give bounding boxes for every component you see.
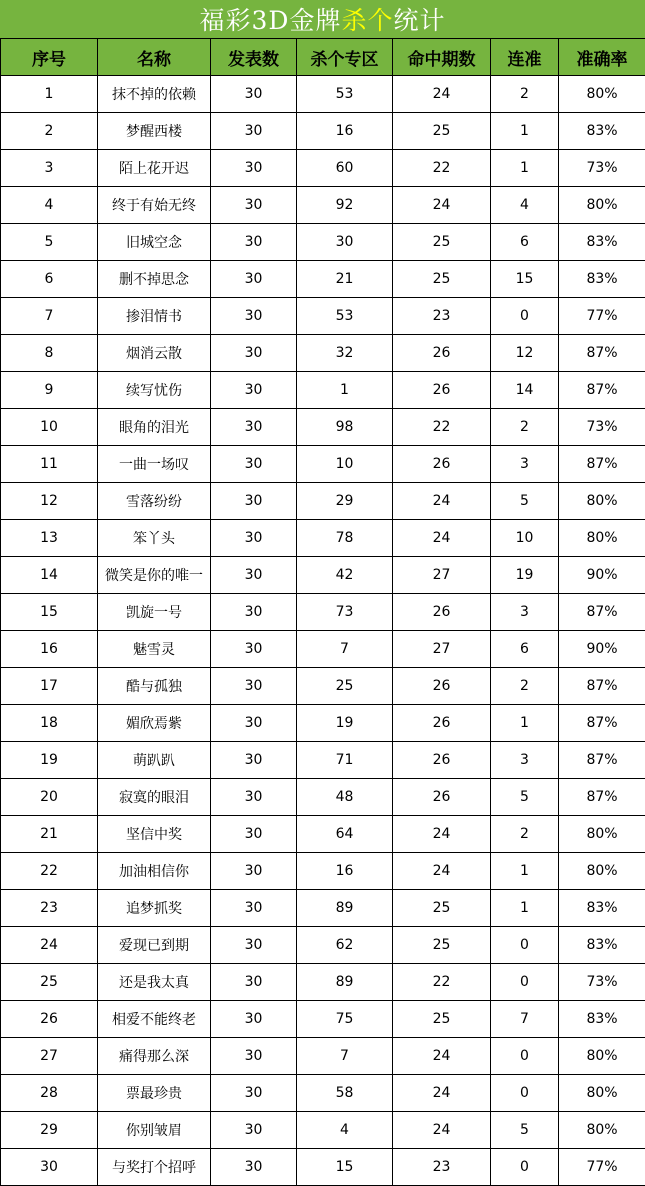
cell-name: 烟消云散: [98, 335, 211, 372]
table-row: [1, 261, 645, 298]
cell-hits: 24: [393, 853, 491, 890]
cell-kill-zone: 25: [297, 668, 393, 705]
header-accuracy: 准确率: [559, 39, 645, 76]
cell-accuracy: 90%: [559, 557, 645, 594]
cell-name: 追梦抓奖: [98, 890, 211, 927]
cell-index: 26: [1, 1001, 98, 1038]
cell-posts: 30: [211, 742, 297, 779]
cell-accuracy: 80%: [559, 1112, 645, 1149]
cell-streak: 3: [491, 742, 559, 779]
cell-streak: 19: [491, 557, 559, 594]
cell-name: 眼角的泪光: [98, 409, 211, 446]
cell-index: 18: [1, 705, 98, 742]
cell-index: 7: [1, 298, 98, 335]
cell-posts: 30: [211, 631, 297, 668]
table-row: [1, 409, 645, 446]
cell-accuracy: 73%: [559, 409, 645, 446]
table-row: [1, 594, 645, 631]
cell-name: 旧城空念: [98, 224, 211, 261]
cell-hits: 25: [393, 1001, 491, 1038]
cell-posts: 30: [211, 1149, 297, 1186]
cell-index: 10: [1, 409, 98, 446]
cell-kill-zone: 53: [297, 76, 393, 113]
cell-kill-zone: 89: [297, 890, 393, 927]
cell-kill-zone: 78: [297, 520, 393, 557]
table-row: [1, 1149, 645, 1186]
cell-hits: 24: [393, 187, 491, 224]
cell-streak: 0: [491, 927, 559, 964]
cell-posts: 30: [211, 890, 297, 927]
cell-streak: 1: [491, 150, 559, 187]
cell-index: 25: [1, 964, 98, 1001]
cell-kill-zone: 10: [297, 446, 393, 483]
table-row: [1, 1075, 645, 1112]
table-row: [1, 779, 645, 816]
cell-posts: 30: [211, 409, 297, 446]
table-row: [1, 557, 645, 594]
cell-streak: 1: [491, 853, 559, 890]
cell-index: 27: [1, 1038, 98, 1075]
cell-kill-zone: 89: [297, 964, 393, 1001]
cell-streak: 2: [491, 76, 559, 113]
cell-streak: 0: [491, 964, 559, 1001]
cell-posts: 30: [211, 76, 297, 113]
cell-accuracy: 83%: [559, 890, 645, 927]
cell-hits: 26: [393, 742, 491, 779]
cell-name: 抹不掉的依赖: [98, 76, 211, 113]
title-part1: 福彩3D金牌: [200, 1, 342, 37]
cell-kill-zone: 48: [297, 779, 393, 816]
table-row: [1, 113, 645, 150]
cell-accuracy: 80%: [559, 853, 645, 890]
page-title: [0, 0, 645, 38]
table-row: [1, 890, 645, 927]
cell-accuracy: 87%: [559, 668, 645, 705]
table-row: [1, 705, 645, 742]
cell-index: 9: [1, 372, 98, 409]
table-row: [1, 298, 645, 335]
table-row: [1, 964, 645, 1001]
cell-kill-zone: 30: [297, 224, 393, 261]
cell-name: 与奖打个招呼: [98, 1149, 211, 1186]
cell-hits: 27: [393, 557, 491, 594]
cell-hits: 22: [393, 409, 491, 446]
cell-streak: 5: [491, 779, 559, 816]
cell-name: 微笑是你的唯一: [98, 557, 211, 594]
header-row: [1, 39, 645, 76]
header-index: 序号: [1, 39, 98, 76]
cell-kill-zone: 7: [297, 631, 393, 668]
cell-hits: 25: [393, 890, 491, 927]
cell-index: 2: [1, 113, 98, 150]
cell-posts: 30: [211, 1001, 297, 1038]
cell-index: 16: [1, 631, 98, 668]
header-streak: 连准: [491, 39, 559, 76]
cell-index: 28: [1, 1075, 98, 1112]
header-name: 名称: [98, 39, 211, 76]
cell-kill-zone: 1: [297, 372, 393, 409]
cell-hits: 24: [393, 76, 491, 113]
cell-name: 陌上花开迟: [98, 150, 211, 187]
cell-posts: 30: [211, 335, 297, 372]
cell-hits: 26: [393, 705, 491, 742]
cell-posts: 30: [211, 150, 297, 187]
cell-name: 梦醒西楼: [98, 113, 211, 150]
cell-streak: 3: [491, 594, 559, 631]
table-row: [1, 1001, 645, 1038]
cell-streak: 1: [491, 890, 559, 927]
table-row: [1, 1112, 645, 1149]
cell-name: 终于有始无终: [98, 187, 211, 224]
cell-name: 加油相信你: [98, 853, 211, 890]
cell-name: 魅雪灵: [98, 631, 211, 668]
cell-hits: 22: [393, 150, 491, 187]
cell-index: 21: [1, 816, 98, 853]
table-row: [1, 335, 645, 372]
cell-accuracy: 87%: [559, 779, 645, 816]
cell-name: 笨丫头: [98, 520, 211, 557]
cell-kill-zone: 42: [297, 557, 393, 594]
cell-hits: 25: [393, 261, 491, 298]
cell-hits: 26: [393, 335, 491, 372]
cell-accuracy: 80%: [559, 520, 645, 557]
table-row: [1, 520, 645, 557]
cell-accuracy: 80%: [559, 1075, 645, 1112]
cell-kill-zone: 4: [297, 1112, 393, 1149]
cell-kill-zone: 73: [297, 594, 393, 631]
cell-accuracy: 80%: [559, 483, 645, 520]
cell-posts: 30: [211, 816, 297, 853]
cell-hits: 26: [393, 594, 491, 631]
cell-index: 8: [1, 335, 98, 372]
cell-accuracy: 80%: [559, 76, 645, 113]
cell-hits: 26: [393, 446, 491, 483]
cell-name: 你别皱眉: [98, 1112, 211, 1149]
cell-hits: 25: [393, 113, 491, 150]
cell-posts: 30: [211, 1075, 297, 1112]
cell-posts: 30: [211, 668, 297, 705]
cell-kill-zone: 7: [297, 1038, 393, 1075]
cell-streak: 3: [491, 446, 559, 483]
cell-index: 3: [1, 150, 98, 187]
cell-kill-zone: 19: [297, 705, 393, 742]
table-body: [1, 76, 645, 1186]
header-posts: 发表数: [211, 39, 297, 76]
cell-posts: 30: [211, 298, 297, 335]
cell-posts: 30: [211, 372, 297, 409]
cell-name: 寂寞的眼泪: [98, 779, 211, 816]
cell-accuracy: 73%: [559, 150, 645, 187]
cell-name: 酷与孤独: [98, 668, 211, 705]
cell-name: 一曲一场叹: [98, 446, 211, 483]
cell-name: 痛得那么深: [98, 1038, 211, 1075]
cell-accuracy: 87%: [559, 705, 645, 742]
cell-index: 30: [1, 1149, 98, 1186]
cell-kill-zone: 98: [297, 409, 393, 446]
cell-kill-zone: 53: [297, 298, 393, 335]
cell-index: 12: [1, 483, 98, 520]
cell-index: 4: [1, 187, 98, 224]
cell-hits: 24: [393, 1112, 491, 1149]
title-highlight: 杀个: [341, 1, 393, 37]
cell-posts: 30: [211, 1112, 297, 1149]
cell-kill-zone: 15: [297, 1149, 393, 1186]
cell-streak: 6: [491, 631, 559, 668]
cell-accuracy: 87%: [559, 742, 645, 779]
cell-accuracy: 80%: [559, 187, 645, 224]
cell-posts: 30: [211, 483, 297, 520]
cell-accuracy: 83%: [559, 261, 645, 298]
cell-index: 15: [1, 594, 98, 631]
cell-hits: 22: [393, 964, 491, 1001]
cell-kill-zone: 62: [297, 927, 393, 964]
title-part2: 统计: [393, 1, 445, 37]
header-kill-zone: 杀个专区: [297, 39, 393, 76]
cell-kill-zone: 71: [297, 742, 393, 779]
cell-accuracy: 90%: [559, 631, 645, 668]
cell-index: 29: [1, 1112, 98, 1149]
table-row: [1, 446, 645, 483]
cell-accuracy: 83%: [559, 1001, 645, 1038]
cell-accuracy: 83%: [559, 224, 645, 261]
cell-accuracy: 87%: [559, 594, 645, 631]
cell-streak: 14: [491, 372, 559, 409]
cell-hits: 23: [393, 1149, 491, 1186]
cell-posts: 30: [211, 113, 297, 150]
cell-kill-zone: 75: [297, 1001, 393, 1038]
cell-streak: 5: [491, 483, 559, 520]
table-row: [1, 150, 645, 187]
table-row: [1, 927, 645, 964]
cell-name: 雪落纷纷: [98, 483, 211, 520]
cell-name: 票最珍贵: [98, 1075, 211, 1112]
cell-name: 凯旋一号: [98, 594, 211, 631]
cell-streak: 7: [491, 1001, 559, 1038]
cell-hits: 24: [393, 1075, 491, 1112]
cell-index: 22: [1, 853, 98, 890]
cell-hits: 25: [393, 224, 491, 261]
stats-table: [0, 38, 645, 1186]
cell-name: 相爱不能终老: [98, 1001, 211, 1038]
cell-posts: 30: [211, 779, 297, 816]
cell-index: 1: [1, 76, 98, 113]
cell-streak: 10: [491, 520, 559, 557]
cell-posts: 30: [211, 964, 297, 1001]
table-row: [1, 631, 645, 668]
cell-posts: 30: [211, 853, 297, 890]
cell-accuracy: 77%: [559, 1149, 645, 1186]
cell-name: 坚信中奖: [98, 816, 211, 853]
cell-posts: 30: [211, 557, 297, 594]
cell-accuracy: 83%: [559, 927, 645, 964]
cell-streak: 2: [491, 816, 559, 853]
cell-hits: 25: [393, 927, 491, 964]
cell-kill-zone: 64: [297, 816, 393, 853]
cell-accuracy: 73%: [559, 964, 645, 1001]
cell-hits: 26: [393, 668, 491, 705]
cell-accuracy: 80%: [559, 1038, 645, 1075]
cell-name: 媚欣焉紫: [98, 705, 211, 742]
cell-posts: 30: [211, 446, 297, 483]
cell-streak: 5: [491, 1112, 559, 1149]
cell-index: 5: [1, 224, 98, 261]
cell-kill-zone: 16: [297, 853, 393, 890]
table-row: [1, 668, 645, 705]
cell-kill-zone: 32: [297, 335, 393, 372]
cell-kill-zone: 92: [297, 187, 393, 224]
cell-hits: 24: [393, 1038, 491, 1075]
cell-streak: 0: [491, 1149, 559, 1186]
cell-name: 续写忧伤: [98, 372, 211, 409]
cell-index: 19: [1, 742, 98, 779]
cell-index: 13: [1, 520, 98, 557]
cell-accuracy: 80%: [559, 816, 645, 853]
table-row: [1, 372, 645, 409]
cell-hits: 23: [393, 298, 491, 335]
cell-streak: 4: [491, 187, 559, 224]
table-row: [1, 187, 645, 224]
cell-kill-zone: 16: [297, 113, 393, 150]
table-row: [1, 742, 645, 779]
cell-posts: 30: [211, 1038, 297, 1075]
cell-accuracy: 83%: [559, 113, 645, 150]
cell-hits: 24: [393, 816, 491, 853]
cell-posts: 30: [211, 187, 297, 224]
cell-streak: 0: [491, 298, 559, 335]
cell-index: 17: [1, 668, 98, 705]
cell-kill-zone: 21: [297, 261, 393, 298]
cell-index: 6: [1, 261, 98, 298]
cell-index: 11: [1, 446, 98, 483]
cell-kill-zone: 58: [297, 1075, 393, 1112]
cell-hits: 24: [393, 520, 491, 557]
cell-name: 删不掉思念: [98, 261, 211, 298]
cell-hits: 24: [393, 483, 491, 520]
header-hits: 命中期数: [393, 39, 491, 76]
table-row: [1, 816, 645, 853]
cell-streak: 1: [491, 705, 559, 742]
cell-posts: 30: [211, 224, 297, 261]
cell-streak: 12: [491, 335, 559, 372]
cell-hits: 26: [393, 372, 491, 409]
table-row: [1, 224, 645, 261]
table-row: [1, 76, 645, 113]
cell-posts: 30: [211, 927, 297, 964]
cell-kill-zone: 60: [297, 150, 393, 187]
cell-accuracy: 87%: [559, 446, 645, 483]
cell-name: 还是我太真: [98, 964, 211, 1001]
cell-streak: 2: [491, 409, 559, 446]
cell-streak: 2: [491, 668, 559, 705]
cell-accuracy: 87%: [559, 335, 645, 372]
table-row: [1, 853, 645, 890]
cell-index: 20: [1, 779, 98, 816]
cell-posts: 30: [211, 520, 297, 557]
cell-streak: 15: [491, 261, 559, 298]
cell-accuracy: 77%: [559, 298, 645, 335]
cell-name: 爱现已到期: [98, 927, 211, 964]
cell-hits: 26: [393, 779, 491, 816]
cell-kill-zone: 29: [297, 483, 393, 520]
cell-posts: 30: [211, 594, 297, 631]
cell-streak: 0: [491, 1075, 559, 1112]
table-row: [1, 483, 645, 520]
cell-posts: 30: [211, 705, 297, 742]
cell-name: 掺泪情书: [98, 298, 211, 335]
cell-index: 24: [1, 927, 98, 964]
cell-streak: 0: [491, 1038, 559, 1075]
cell-index: 23: [1, 890, 98, 927]
cell-name: 萌趴趴: [98, 742, 211, 779]
table-row: [1, 1038, 645, 1075]
cell-accuracy: 87%: [559, 372, 645, 409]
cell-streak: 1: [491, 113, 559, 150]
cell-index: 14: [1, 557, 98, 594]
cell-posts: 30: [211, 261, 297, 298]
cell-hits: 27: [393, 631, 491, 668]
cell-streak: 6: [491, 224, 559, 261]
